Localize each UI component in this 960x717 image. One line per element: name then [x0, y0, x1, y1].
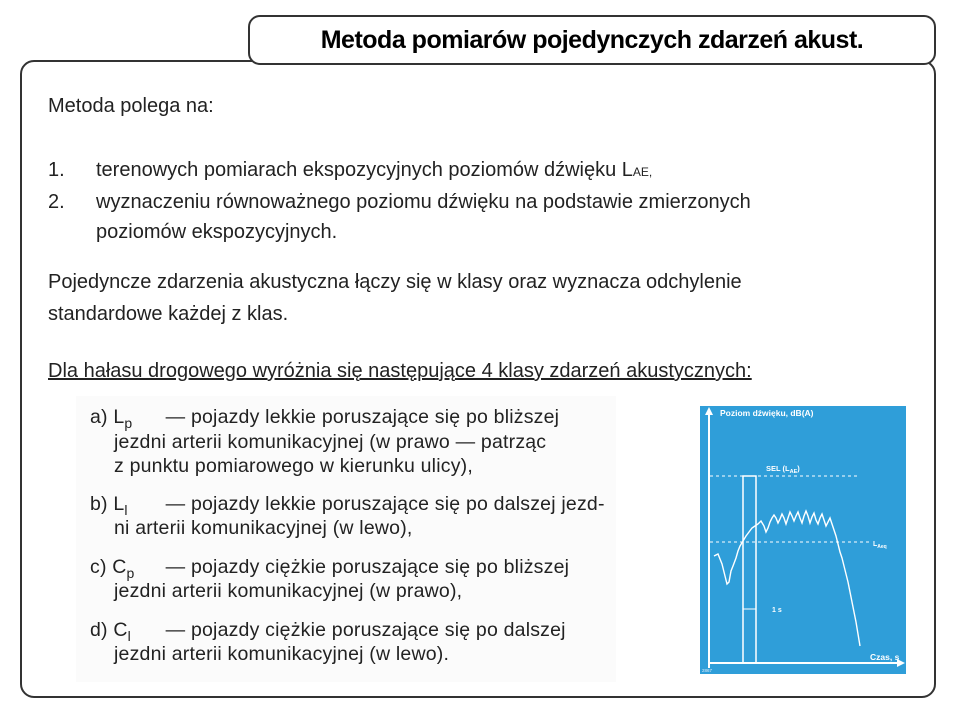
- laeq-label: $L_{Aeq}$: [873, 541, 887, 550]
- class-b-line-2: ni arterii komunikacyjnej (w lewo),: [114, 517, 413, 539]
- list-subscript: AE,: [632, 165, 653, 179]
- list-number: 1.: [48, 159, 65, 181]
- list-item-1: [48, 156, 652, 186]
- list-number: 2.: [48, 191, 65, 213]
- one-second-label: 1 s: [772, 607, 782, 614]
- class-a-line-1: a) $L_p$ — pojazdy lekkie poruszające się po bliższej: [90, 406, 560, 431]
- list-item-2-continuation: poziomów ekspozycyjnych.: [96, 221, 338, 243]
- y-axis-arrow: [705, 407, 713, 415]
- x-axis-label: Czas, s: [870, 652, 900, 662]
- class-d-line-1: d) $C_l$ — pojazdy ciężkie poruszające się po dalszej: [90, 619, 566, 644]
- class-c-line-1: c) $C_p$ — pojazdy ciężkie poruszające się po bliższej: [90, 556, 570, 581]
- vehicle-classes-scan: [76, 396, 616, 682]
- class-c-line-2: jezdni arterii komunikacyjnej (w prawo),: [114, 580, 463, 602]
- slide-title: Metoda pomiarów pojedynczych zdarzeń akust.: [320, 25, 864, 54]
- class-a-line-3: z punktu pomiarowego w kierunku ulicy),: [114, 455, 473, 477]
- list-item-2: [48, 188, 751, 216]
- paragraph-road-noise: Dla hałasu drogowego wyróżnia się następujące 4 klasy zdarzeń akustycznych:: [48, 360, 752, 382]
- sel-label: SEL $(L_{AE})$: [766, 464, 800, 475]
- intro-text: Metoda polega na:: [48, 95, 214, 117]
- sel-graph-svg: [700, 406, 906, 674]
- paragraph-classes-cont: standardowe każdej z klas.: [48, 303, 289, 325]
- title-box: [248, 15, 936, 65]
- class-d-line-2: jezdni arterii komunikacyjnej (w lewo).: [114, 643, 450, 665]
- class-a-line-2: jezdni arterii komunikacyjnej (w prawo — patrząc: [114, 431, 547, 453]
- class-b-line-1: b) $L_l$ — pojazdy lekkie poruszające się po dalszej jezd-: [90, 493, 605, 518]
- list-text: terenowych pomiarach ekspozycyjnych poziomów dźwięku L: [96, 159, 633, 181]
- sound-level-curve: [714, 511, 860, 646]
- sel-graph: [700, 406, 906, 674]
- paragraph-classes: Pojedyncze zdarzenia akustyczna łączy się w klasy oraz wyznacza odchylenie: [48, 271, 742, 293]
- figure-code: 2867: [702, 668, 713, 673]
- y-axis-label: Poziom dźwięku, dB(A): [720, 408, 814, 418]
- sel-bar: [743, 476, 756, 663]
- list-text: wyznaczeniu równoważnego poziomu dźwięku na podstawie zmierzonych: [96, 191, 751, 213]
